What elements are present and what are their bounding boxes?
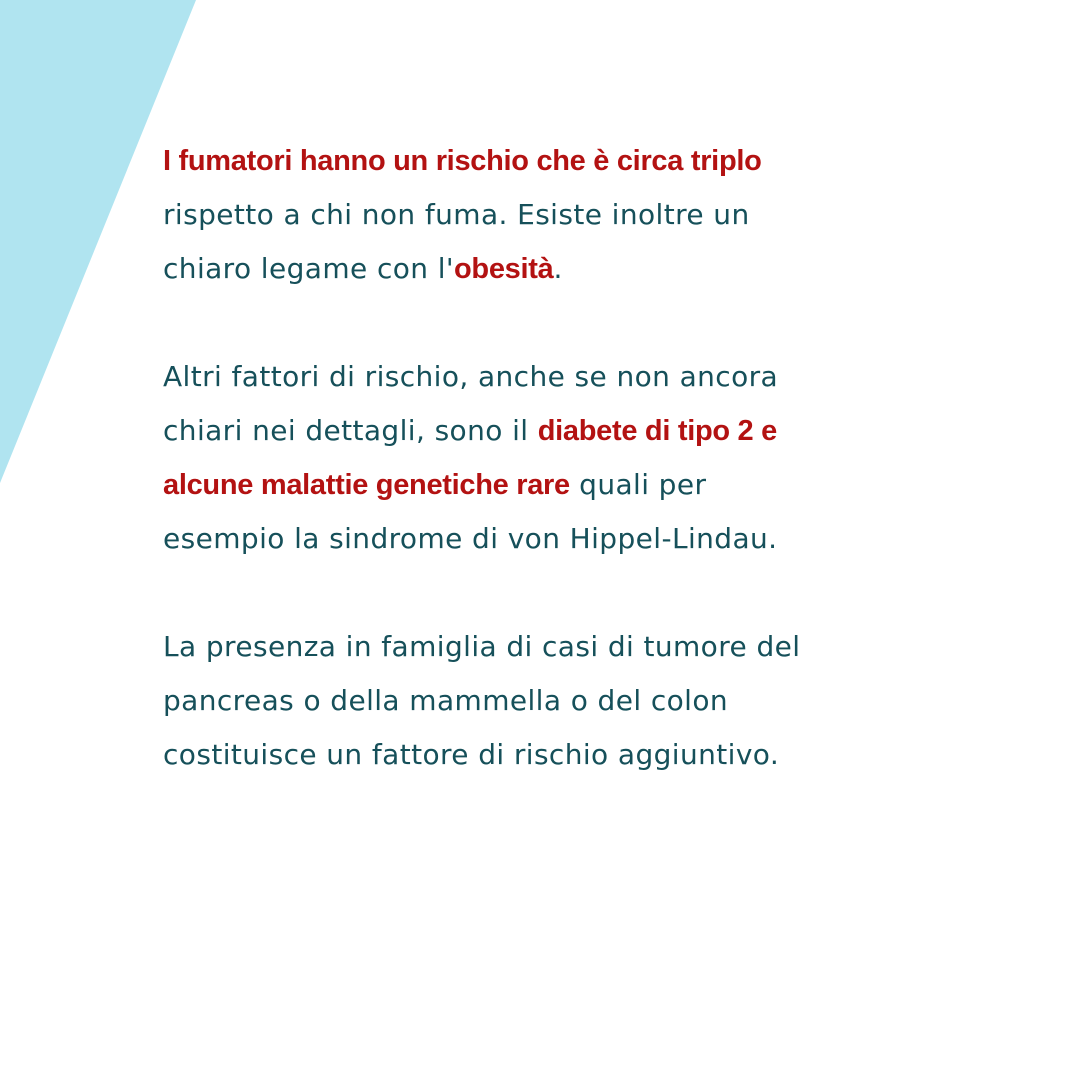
highlight-genetic-diseases: alcune malattie genetiche rare [163, 469, 570, 501]
text-segment: rispetto a chi non fuma. Esiste inoltre un [163, 198, 750, 231]
text-segment: chiaro legame con l' [163, 252, 454, 285]
text-line [163, 674, 963, 728]
text-line [163, 134, 963, 188]
text-line [163, 512, 963, 566]
text-segment: costituisce un fattore di rischio aggiuntivo. [163, 738, 780, 771]
text-segment: quali per [569, 468, 707, 501]
text-line [163, 242, 963, 296]
text-line [163, 728, 963, 782]
text-line [163, 350, 963, 404]
text-segment: chiari nei dettagli, sono il [163, 414, 538, 447]
text-line [163, 620, 963, 674]
text-line [163, 404, 963, 458]
paragraph-other-risk-factors [163, 350, 963, 566]
highlight-smokers-risk: I fumatori hanno un rischio che è circa triplo [163, 145, 762, 177]
highlight-obesity: obesità [454, 253, 554, 285]
text-segment: La presenza in famiglia di casi di tumore del [163, 630, 801, 663]
text-content [163, 134, 963, 836]
text-segment: Altri fattori di rischio, anche se non ancora [163, 360, 779, 393]
text-segment: . [553, 252, 563, 285]
text-line [163, 458, 963, 512]
text-line [163, 188, 963, 242]
text-segment: esempio la sindrome di von Hippel-Lindau. [163, 522, 778, 555]
text-segment: pancreas o della mammella o del colon [163, 684, 729, 717]
highlight-diabetes: diabete di tipo 2 e [537, 415, 777, 447]
paragraph-family-history [163, 620, 963, 782]
paragraph-smoking-obesity [163, 134, 963, 296]
